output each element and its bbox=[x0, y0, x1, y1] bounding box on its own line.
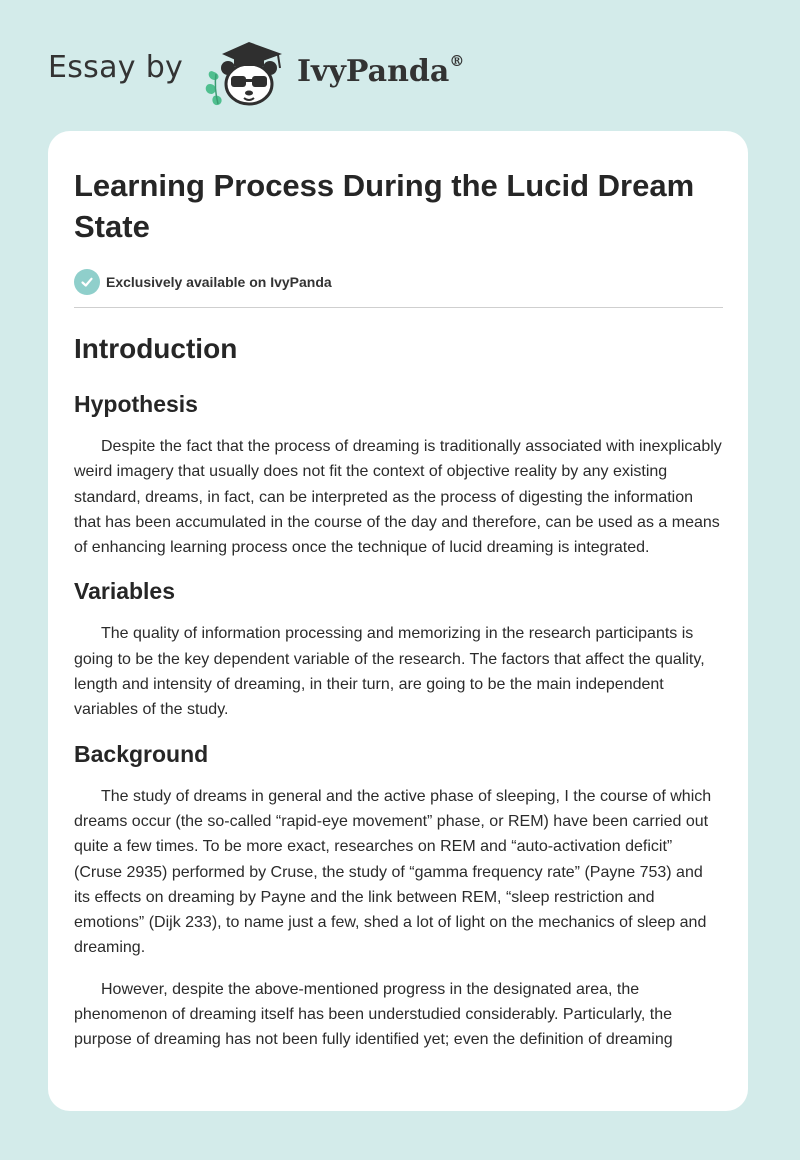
essay-by-label: Essay by bbox=[48, 50, 184, 85]
paragraph-hypothesis: Despite the fact that the process of dreaming is traditionally associated with inexplicably weird imagery that usually does not fit the context of objective reality by any existing standard, dreams, in fact, can be interpreted as the process of digesting the information that has been accumulated in the course of the day and therefore, can be used as a means of enhancing learning process once the technique of lucid dreaming is integrated. bbox=[74, 438, 722, 557]
exclusive-badge bbox=[74, 269, 723, 295]
essay-card bbox=[48, 131, 748, 1111]
brand-name: IvyPanda bbox=[297, 54, 450, 89]
checkmark-icon bbox=[74, 269, 100, 295]
essay-title: Learning Process During the Lucid Dream State bbox=[74, 168, 695, 244]
essay-content bbox=[74, 165, 723, 1053]
paragraph-variables: The quality of information processing and memorizing in the research participants is going to be the key dependent variable of the research. The factors that affect the quality, length and intensity of dreaming, in their turn, are going to be the main independent variables of the study. bbox=[74, 625, 705, 719]
site-header bbox=[0, 0, 800, 130]
ivypanda-brand[interactable] bbox=[297, 54, 464, 89]
ivypanda-logo-icon bbox=[200, 38, 292, 110]
section-heading-introduction: Introduction bbox=[74, 333, 238, 364]
exclusive-label: Exclusively available on IvyPanda bbox=[106, 274, 332, 290]
subheading-hypothesis: Hypothesis bbox=[74, 391, 198, 417]
subheading-variables: Variables bbox=[74, 578, 176, 605]
divider bbox=[74, 307, 723, 308]
paragraph-background-1: The study of dreams in general and the active phase of sleeping, I the course of which dreams occur (the so-called “rapid-eye movement” phase, or REM) have been carried out quite a few times. To be more exact, researches on REM and “auto-activation deficit” (Cruse 2935) performed by Cruse, the study of “gamma frequency rate” (Payne 753) and its effects on dreaming by Payne and the link between REM, “sleep restriction and emotions” (Dijk 233), to name just a few, shed a lot of light on the mechanics of sleep and dreaming. bbox=[74, 787, 712, 957]
subheading-background: Background bbox=[74, 740, 209, 767]
paragraph-background-2: However, despite the above-mentioned progress in the designated area, the phenomenon of dreaming itself has been understudied considerably. Particularly, the purpose of dreaming has not been fully identified yet; even the definition of dreaming bbox=[74, 980, 673, 1049]
registered-mark: ® bbox=[449, 52, 465, 70]
